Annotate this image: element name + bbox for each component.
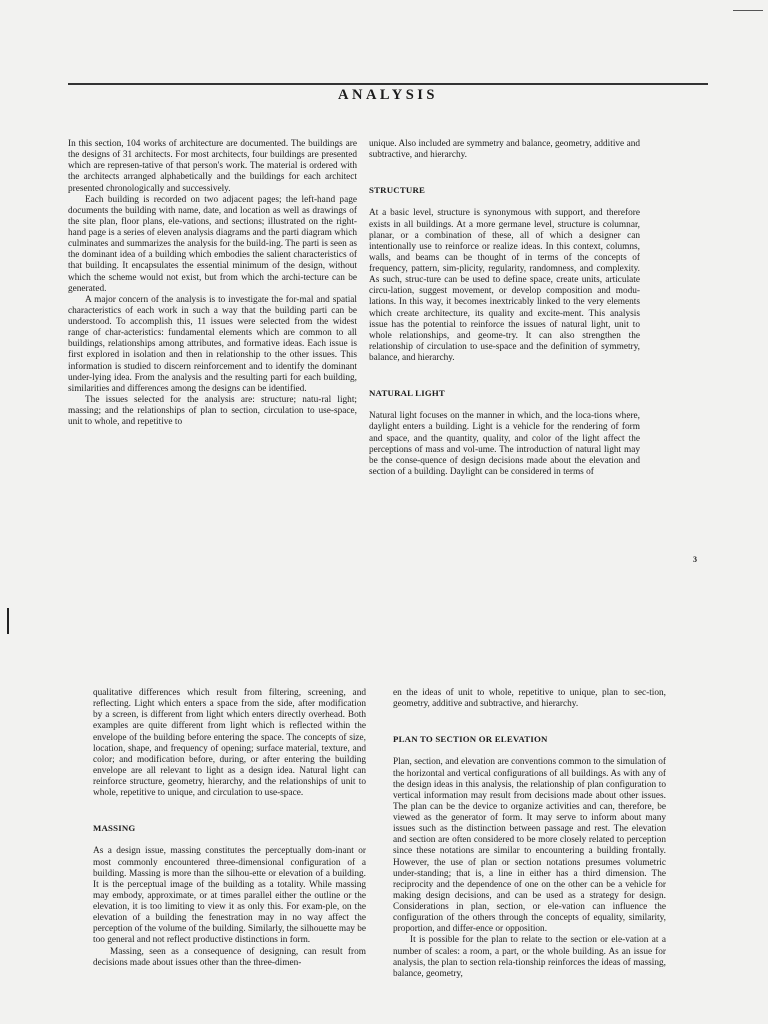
page1-left-column — [68, 139, 357, 428]
massing-paragraph: Massing, seen as a consequence of designing, can result from decisions made about issues other than the three-dimen- — [93, 946, 366, 968]
intro-paragraph: In this section, 104 works of architecture are documented. The buildings are the designs of 31 architects. For most architects, four buildings are presented which are represen-tative of that person's work. The material is ordered with the architects arranged alphabetically and the buildings for each architect presented chronologically and successively. — [68, 139, 357, 194]
scan-margin-mark — [7, 608, 9, 634]
structure-paragraph: At a basic level, structure is synonymous with support, and therefore exists in all buildings. At a more germane level, structure is columnar, planar, or a combination of these, all of which a designer can intentionally use to reinforce or realize ideas. In this context, columns, walls, and beams can be thought of in terms of the concepts of frequency, pattern, sim-plicity, regularity, randomness, and complexity. As such, struc-ture can be used to define space, create units, articulate circu-lation, suggest movement, or develop composition and modu-lations. In this way, it becomes inextricably linked to the very elements which create architecture, its quality and excite-ment. This analysis issue has the potential to reinforce the issues of natural light, unit to whole relationships, and geome-try. It can also strengthen the relationship of circulation to use-space and the definition of symmetry, balance, and hierarchy. — [369, 208, 640, 363]
body-paragraph: en the ideas of unit to whole, repetitive to unique, plan to sec-tion, geometry, additive and subtractive, and hierarchy. — [393, 688, 666, 710]
body-paragraph: unique. Also included are symmetry and balance, geometry, additive and subtractive, and hierarchy. — [369, 139, 640, 161]
top-right-rule — [733, 10, 763, 11]
massing-paragraph: As a design issue, massing constitutes the perceptually dom-inant or most commonly encountered three-dimensional configuration of a building. Massing is more than the silhou-ette or elevation of a building. It is the perceptual image of the building as a totality. While massing may embody, approximate, or at times parallel either the outline or the elevation, it is too limiting to view it as only this. For exam-ple, on the elevation of a building the fenestration may in no way affect the perception of the volume of the building. Similarly, the silhouette may be too general and not reflect productive distinctions in form. — [93, 846, 366, 946]
plan-to-section-paragraph: It is possible for the plan to relate to the section or ele-vation at a number of scales: a room, a part, or the whole building. As an issue for analysis, the plan to section rela-tionship reinforces the ideas of massing, balance, geometry, — [393, 935, 666, 979]
page1-right-column — [369, 139, 640, 478]
massing-heading: MASSING — [93, 823, 136, 834]
structure-heading: STRUCTURE — [369, 185, 426, 196]
natural-light-heading: NATURAL LIGHT — [369, 388, 446, 399]
header-rule — [68, 83, 708, 85]
body-paragraph: A major concern of the analysis is to investigate the for-mal and spatial characteristics of each work in such a way that the building parti can be understood. To accomplish this, 11 issues were selected from the widest range of char-acteristics: fundamental elements which are common to all buildings, relationships among attributes, and formative ideas. Each issue is first explored in isolation and then in relationship to the other issues. This information is studied to discern reinforcement and to identify the dominant under-lying idea. From the analysis and the resulting parti for each building, similarities and differences among the designs can be identified. — [68, 294, 357, 394]
plan-to-section-paragraph: Plan, section, and elevation are conventions common to the simulation of the horizontal and vertical configurations of all buildings. As with any of the design ideas in this analysis, the relationship of plan configuration to vertical information may result from decisions made about other issues. The plan can be the device to organize activities and can, therefore, be viewed as the generator of form. It may serve to inform about many issues such as the distinction between passage and rest. The elevation and section are often considered to be more closely related to perception since these notations are similar to encountering a building frontally. However, the use of plan or section notations presumes volumetric under-standing; that is, a line in either has a third dimension. The reciprocity and the dependence of one on the other can be a vehicle for making design decisions, and can be used as a strategy for design. Considerations in plan, section, or ele-vation can influence the configuration of the others through the concepts of equality, similarity, proportion, and differ-ence or opposition. — [393, 757, 666, 935]
plan-to-section-heading: PLAN TO SECTION OR ELEVATION — [393, 734, 548, 745]
page-number: 3 — [693, 555, 697, 564]
natural-light-paragraph: Natural light focuses on the manner in which, and the loca-tions where, daylight enters a building. Light is a vehicle for the rendering of form and space, and the quantity, quality, and color of the light affect the perceptions of mass and vol-ume. The introduction of natural light may be the conse-quence of design decisions made about the elevation and section of a building. Daylight can be considered in terms of — [369, 411, 640, 477]
body-paragraph: qualitative differences which result from filtering, screening, and reflecting. Light which enters a space from the side, after modification by a screen, is different from light which enters directly overhead. Both examples are quite different from light which is reflected within the envelope of the building before entering the space. The concepts of size, location, shape, and frequency of opening; surface material, texture, and color; and modification before, during, or after entering the building envelope are all relevant to light as a design idea. Natural light can reinforce structure, geometry, hierarchy, and the relationships of unit to whole, repetitive to unique, and circulation to use-space. — [93, 688, 366, 799]
page2-right-column — [393, 688, 666, 980]
page2-left-column — [93, 688, 366, 969]
body-paragraph: The issues selected for the analysis are: structure; natu-ral light; massing; and the relationships of plan to section, circulation to use-space, unit to whole, and repetitive to — [68, 394, 357, 428]
section-title: ANALYSIS — [338, 87, 438, 103]
body-paragraph: Each building is recorded on two adjacent pages; the left-hand page documents the building with name, date, and location as well as drawings of the site plan, floor plans, ele-vations, and sections; illustrated on the right-hand page is a series of eleven analysis diagrams and the parti diagram which culminates and summarizes the analysis for the build-ing. The parti is seen as the dominant idea of a building which embodies the salient characteristics of that building. It encapsulates the essential minimum of the design, without which the scheme would not exist, but from which the archi-tecture can be generated. — [68, 194, 357, 294]
